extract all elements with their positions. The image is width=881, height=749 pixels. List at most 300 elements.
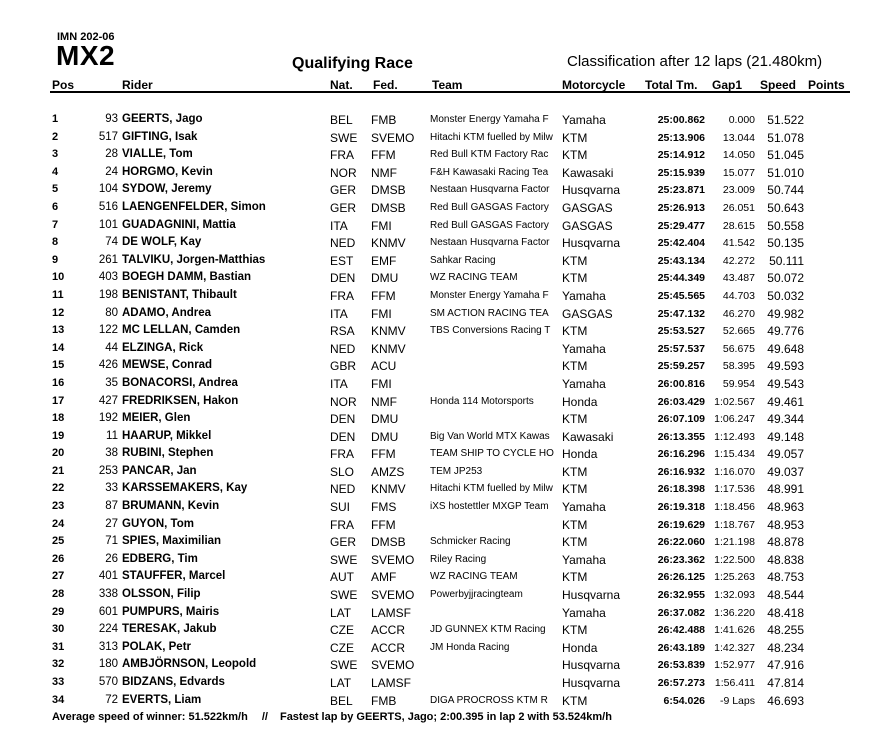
row-rider: BENISTANT, Thibault: [122, 288, 237, 301]
table-row: [50, 393, 850, 411]
row-total-time: 25:53.527: [657, 325, 705, 338]
table-row: [50, 692, 850, 710]
table-row: [50, 269, 850, 287]
row-number: 261: [98, 253, 118, 266]
table-header: [50, 77, 850, 93]
row-rider: SYDOW, Jeremy: [122, 183, 212, 196]
row-total-time: 26:53.839: [657, 659, 705, 672]
row-number: 87: [105, 500, 118, 513]
row-gap: 23.009: [722, 184, 755, 197]
row-team: Nestaan Husqvarna Factor: [430, 184, 550, 196]
row-rider: OLSSON, Filip: [122, 588, 201, 601]
row-fed: ACCR: [371, 640, 406, 655]
row-speed: 49.057: [767, 447, 804, 462]
table-row: [50, 305, 850, 323]
row-pos: 11: [52, 288, 64, 301]
row-total-time: 26:43.189: [657, 641, 705, 654]
row-rider: VIALLE, Tom: [122, 148, 193, 161]
row-number: 601: [98, 605, 118, 618]
row-number: 35: [105, 376, 118, 389]
row-number: 426: [98, 359, 118, 372]
row-gap: 1:12.493: [714, 430, 755, 443]
row-speed: 49.148: [767, 429, 804, 444]
row-number: 313: [98, 640, 118, 653]
row-pos: 26: [52, 552, 65, 565]
row-total-time: 26:13.355: [657, 430, 705, 443]
row-rider: EDBERG, Tim: [122, 552, 198, 565]
row-fed: LAMSF: [371, 605, 412, 620]
class-name: MX2: [56, 40, 116, 71]
row-nat: SUI: [330, 500, 351, 515]
row-total-time: 25:43.134: [657, 254, 705, 267]
row-nat: ITA: [330, 218, 348, 233]
row-fed: FMI: [371, 306, 392, 321]
row-rider: HAARUP, Mikkel: [122, 429, 212, 442]
table-row: [50, 199, 850, 217]
row-fed: KNMV: [371, 341, 406, 356]
row-speed: 47.814: [767, 676, 804, 690]
table-row: [50, 129, 850, 147]
row-fed: DMSB: [371, 200, 406, 215]
row-gap: 59.954: [722, 377, 755, 390]
row-nat: SWE: [330, 658, 358, 673]
header-points: Points: [808, 78, 845, 92]
header-speed: Speed: [760, 78, 797, 92]
row-team: TEM JP253: [430, 465, 483, 477]
row-motorcycle: Honda: [562, 394, 598, 409]
row-total-time: 26:32.955: [657, 589, 705, 602]
row-gap: 43.487: [722, 272, 755, 285]
row-nat: NED: [330, 236, 356, 251]
row-fed: SVEMO: [371, 658, 415, 673]
table-row: [50, 551, 850, 569]
row-gap: 52.665: [722, 325, 755, 338]
table-row: [50, 252, 850, 270]
row-total-time: 6:54.026: [663, 694, 705, 707]
row-speed: 48.963: [767, 500, 804, 515]
row-motorcycle: Honda: [562, 640, 598, 655]
row-rider: PANCAR, Jan: [122, 464, 197, 477]
row-motorcycle: KTM: [562, 464, 588, 479]
row-total-time: 26:57.273: [657, 677, 705, 689]
row-nat: LAT: [330, 676, 352, 690]
row-rider: RUBINI, Stephen: [122, 447, 214, 460]
row-fed: FMB: [371, 693, 397, 708]
row-nat: FRA: [330, 148, 354, 163]
row-gap: 46.270: [722, 307, 755, 320]
row-motorcycle: Husqvarna: [562, 183, 621, 198]
row-rider: POLAK, Petr: [122, 640, 192, 653]
row-motorcycle: Husqvarna: [562, 676, 621, 690]
row-team: iXS hostettler MXGP Team: [430, 501, 549, 513]
row-team: Schmicker Racing: [430, 536, 511, 548]
header-pos: Pos: [52, 78, 75, 92]
row-motorcycle: KTM: [562, 324, 588, 339]
row-gap: 1:52.977: [714, 659, 755, 672]
row-gap: 1:17.536: [714, 483, 755, 496]
row-total-time: 26:19.629: [657, 518, 705, 531]
row-speed: 48.991: [767, 482, 804, 497]
row-fed: EMF: [371, 253, 397, 268]
row-fed: FFM: [371, 288, 396, 303]
row-nat: BEL: [330, 113, 353, 127]
row-speed: 51.010: [767, 165, 804, 180]
row-speed: 49.648: [767, 341, 804, 356]
row-pos: 13: [52, 324, 65, 337]
row-total-time: 25:47.132: [657, 307, 705, 320]
row-nat: BEL: [330, 693, 353, 708]
row-team: Riley Racing: [430, 553, 487, 565]
row-pos: 34: [52, 693, 65, 706]
table-row: [50, 181, 850, 199]
footer: [52, 711, 612, 723]
row-speed: 48.838: [767, 552, 804, 567]
row-total-time: 25:42.404: [657, 237, 705, 250]
row-fed: FMI: [371, 218, 392, 233]
row-speed: 51.045: [767, 148, 804, 163]
row-number: 27: [105, 517, 118, 530]
row-fed: SVEMO: [371, 130, 415, 145]
row-speed: 49.982: [767, 306, 804, 321]
table-row: [50, 428, 850, 446]
row-fed: AMZS: [371, 464, 405, 479]
row-nat: DEN: [330, 271, 356, 286]
row-pos: 22: [52, 482, 65, 495]
row-team: TBS Conversions Racing T: [430, 325, 551, 337]
row-rider: EVERTS, Liam: [122, 693, 202, 706]
row-nat: CZE: [330, 640, 354, 655]
row-rider: BIDZANS, Edvards: [122, 676, 225, 688]
row-team: Powerbyjjracingteam: [430, 589, 523, 601]
row-nat: DEN: [330, 429, 356, 444]
row-nat: NOR: [330, 394, 357, 409]
table-row: [50, 656, 850, 674]
row-speed: 50.032: [767, 288, 804, 303]
row-pos: 1: [52, 113, 59, 125]
row-team: Hitachi KTM fuelled by Milw: [430, 483, 553, 495]
row-team: F&H Kawasaki Racing Tea: [430, 166, 549, 178]
row-pos: 27: [52, 570, 65, 583]
row-number: 427: [98, 394, 118, 407]
row-speed: 49.344: [767, 412, 804, 427]
row-rider: GUADAGNINI, Mattia: [122, 218, 236, 231]
header-team: Team: [432, 78, 463, 92]
row-rider: STAUFFER, Marcel: [122, 570, 226, 583]
row-total-time: 26:16.296: [657, 448, 705, 461]
row-rider: MC LELLAN, Camden: [122, 324, 241, 337]
row-gap: 1:41.626: [714, 624, 755, 637]
row-gap: 58.395: [722, 360, 755, 373]
row-speed: 51.522: [767, 113, 804, 127]
row-motorcycle: Husqvarna: [562, 658, 621, 673]
row-motorcycle: KTM: [562, 570, 588, 585]
row-number: 224: [98, 623, 118, 636]
row-gap: 1:42.327: [714, 641, 755, 654]
row-team: Big Van World MTX Kawas: [430, 430, 550, 442]
row-total-time: 26:37.082: [657, 606, 705, 619]
row-pos: 20: [52, 447, 65, 460]
row-motorcycle: Yamaha: [562, 288, 606, 303]
row-fed: FMB: [371, 113, 397, 127]
row-gap: 0.000: [728, 114, 755, 126]
row-rider: ELZINGA, Rick: [122, 341, 204, 354]
row-nat: DEN: [330, 412, 356, 427]
row-motorcycle: KTM: [562, 148, 588, 163]
row-speed: 50.558: [767, 218, 804, 233]
row-fed: DMU: [371, 429, 399, 444]
footer-fastest-lap: Fastest lap by GEERTS, Jago; 2:00.395 in lap 2 with 53.524km/h: [279, 711, 612, 723]
row-pos: 12: [52, 306, 65, 319]
header-gap: Gap1: [712, 78, 743, 92]
row-rider: LAENGENFELDER, Simon: [122, 200, 266, 213]
row-pos: 2: [52, 130, 59, 143]
row-gap: 26.051: [722, 201, 755, 214]
row-pos: 23: [52, 500, 65, 513]
row-total-time: 25:59.257: [657, 360, 705, 373]
row-number: 180: [98, 658, 118, 671]
row-rider: FREDRIKSEN, Hakon: [122, 394, 239, 407]
row-gap: 1:18.767: [714, 518, 755, 531]
classification-info: Classification after 12 laps (21.480km): [567, 53, 823, 70]
row-motorcycle: KTM: [562, 412, 588, 427]
row-pos: 18: [52, 412, 65, 425]
row-number: 101: [98, 218, 118, 231]
row-team: Red Bull KTM Factory Rac: [430, 149, 549, 161]
row-number: 104: [98, 183, 118, 196]
row-rider: BONACORSI, Andrea: [122, 376, 238, 389]
table-row: [50, 375, 850, 393]
row-fed: NMF: [371, 165, 397, 180]
table-row: [50, 164, 850, 182]
row-gap: 1:18.456: [714, 501, 755, 514]
row-motorcycle: GASGAS: [562, 200, 613, 215]
row-number: 192: [98, 412, 118, 425]
row-motorcycle: Yamaha: [562, 552, 606, 567]
row-nat: NOR: [330, 165, 357, 180]
row-pos: 3: [52, 148, 59, 161]
row-nat: SLO: [330, 464, 355, 479]
row-pos: 4: [52, 165, 59, 178]
row-total-time: 25:29.477: [657, 219, 705, 232]
row-speed: 50.072: [767, 271, 804, 286]
row-rider: GIFTING, Isak: [122, 130, 198, 143]
row-number: 26: [105, 552, 118, 565]
row-rider: SPIES, Maximilian: [122, 535, 222, 548]
row-total-time: 26:42.488: [657, 624, 705, 637]
row-nat: NED: [330, 482, 356, 497]
row-number: 80: [105, 306, 118, 319]
row-gap: 1:25.263: [714, 571, 755, 584]
row-number: 253: [98, 464, 118, 477]
row-speed: 49.037: [767, 464, 804, 479]
row-fed: DMSB: [371, 535, 406, 550]
row-motorcycle: Yamaha: [562, 341, 606, 356]
row-gap: 42.272: [722, 254, 755, 267]
row-nat: ITA: [330, 376, 348, 391]
row-motorcycle: Kawasaki: [562, 429, 614, 444]
row-nat: SWE: [330, 552, 358, 567]
row-team: TEAM SHIP TO CYCLE HO: [430, 448, 554, 460]
event-code: IMN 202-06: [57, 31, 115, 43]
row-number: 38: [105, 447, 118, 460]
table-row: [50, 498, 850, 516]
row-pos: 15: [52, 359, 65, 372]
row-number: 33: [105, 482, 118, 495]
row-total-time: 26:00.816: [657, 377, 705, 390]
row-motorcycle: KTM: [562, 535, 588, 550]
row-speed: 48.418: [767, 605, 804, 620]
row-motorcycle: Husqvarna: [562, 588, 621, 603]
row-pos: 29: [52, 605, 65, 618]
row-motorcycle: KTM: [562, 517, 588, 532]
row-team: Monster Energy Yamaha F: [430, 114, 549, 125]
row-pos: 33: [52, 676, 65, 688]
row-gap: 14.050: [722, 149, 755, 162]
row-rider: BRUMANN, Kevin: [122, 500, 220, 513]
row-pos: 25: [52, 535, 65, 548]
table-row: [50, 146, 850, 164]
row-motorcycle: GASGAS: [562, 218, 613, 233]
row-pos: 10: [52, 271, 65, 284]
row-speed: 50.744: [767, 183, 804, 198]
row-pos: 21: [52, 464, 65, 477]
row-rider: GEERTS, Jago: [122, 113, 203, 125]
row-fed: SVEMO: [371, 552, 415, 567]
row-nat: RSA: [330, 324, 355, 339]
table-row: [50, 586, 850, 604]
row-nat: FRA: [330, 447, 354, 462]
row-gap: 15.077: [722, 166, 755, 179]
row-team: Sahkar Racing: [430, 254, 496, 266]
row-nat: SWE: [330, 130, 358, 145]
row-gap: 1:21.198: [714, 536, 755, 549]
row-total-time: 25:26.913: [657, 201, 705, 214]
row-team: Monster Energy Yamaha F: [430, 289, 549, 301]
row-rider: AMBJÖRNSON, Leopold: [122, 658, 257, 671]
row-fed: LAMSF: [371, 676, 412, 690]
row-team: JD GUNNEX KTM Racing: [430, 624, 546, 636]
row-rider: ADAMO, Andrea: [122, 306, 212, 319]
row-team: Red Bull GASGAS Factory: [430, 219, 549, 231]
row-speed: 49.461: [767, 394, 804, 409]
row-fed: ACCR: [371, 623, 406, 638]
row-fed: FFM: [371, 148, 396, 163]
row-gap: 1:16.070: [714, 465, 755, 478]
row-fed: DMSB: [371, 183, 406, 198]
row-gap: 1:56.411: [714, 677, 755, 689]
row-gap: 44.703: [722, 289, 755, 302]
row-total-time: 25:23.871: [657, 184, 705, 197]
row-nat: GBR: [330, 359, 357, 374]
table-row: [50, 568, 850, 586]
row-motorcycle: Yamaha: [562, 605, 606, 620]
row-nat: SWE: [330, 588, 358, 603]
table-row: [50, 111, 850, 129]
row-total-time: 25:15.939: [657, 166, 705, 179]
row-motorcycle: KTM: [562, 271, 588, 286]
table-row: [50, 217, 850, 235]
row-fed: ACU: [371, 359, 397, 374]
header-nat: Nat.: [330, 78, 353, 92]
row-number: 72: [105, 693, 118, 706]
row-speed: 49.776: [767, 324, 804, 339]
row-number: 338: [98, 588, 118, 601]
row-speed: 48.255: [767, 623, 804, 638]
row-rider: BOEGH DAMM, Bastian: [122, 271, 252, 284]
row-number: 74: [105, 236, 118, 249]
table-row: [50, 322, 850, 340]
table-row: [50, 410, 850, 428]
row-total-time: 25:13.906: [657, 131, 705, 144]
row-number: 403: [98, 271, 118, 284]
row-nat: FRA: [330, 517, 354, 532]
row-speed: 48.878: [767, 535, 804, 550]
row-number: 44: [105, 341, 118, 354]
row-total-time: 25:44.349: [657, 272, 705, 285]
row-team: Red Bull GASGAS Factory: [430, 201, 549, 213]
row-motorcycle: Husqvarna: [562, 236, 621, 251]
row-number: 93: [105, 113, 118, 125]
table-row: [50, 463, 850, 481]
row-speed: 49.543: [767, 376, 804, 391]
row-pos: 6: [52, 200, 59, 213]
row-gap: 1:02.567: [714, 395, 755, 408]
row-speed: 47.916: [767, 658, 804, 673]
table-row: [50, 516, 850, 534]
row-fed: SVEMO: [371, 588, 415, 603]
row-number: 71: [105, 535, 118, 548]
row-gap: 1:36.220: [714, 606, 755, 619]
row-fed: KNMV: [371, 482, 406, 497]
row-fed: KNMV: [371, 324, 406, 339]
row-rider: KARSSEMAKERS, Kay: [122, 482, 248, 495]
row-nat: FRA: [330, 288, 354, 303]
row-total-time: 26:22.060: [657, 536, 705, 549]
row-speed: 48.544: [767, 588, 804, 603]
row-speed: 48.234: [767, 640, 804, 655]
row-gap: 1:15.434: [714, 448, 755, 461]
row-total-time: 25:57.537: [657, 342, 705, 355]
row-team: DIGA PROCROSS KTM R: [430, 694, 548, 706]
row-fed: KNMV: [371, 236, 406, 251]
row-motorcycle: KTM: [562, 693, 588, 708]
row-total-time: 26:18.398: [657, 483, 705, 496]
row-fed: FFM: [371, 517, 396, 532]
row-total-time: 26:16.932: [657, 465, 705, 478]
row-number: 24: [105, 165, 118, 178]
row-speed: 48.753: [767, 570, 804, 585]
row-total-time: 26:19.318: [657, 501, 705, 514]
row-gap: 1:06.247: [714, 413, 755, 426]
table-row: [50, 287, 850, 305]
table-row: [50, 674, 850, 692]
table-row: [50, 480, 850, 498]
row-gap: 56.675: [722, 342, 755, 355]
row-nat: GER: [330, 200, 357, 215]
row-gap: 41.542: [722, 237, 755, 250]
row-motorcycle: GASGAS: [562, 306, 613, 321]
row-fed: NMF: [371, 394, 397, 409]
row-motorcycle: KTM: [562, 130, 588, 145]
row-pos: 7: [52, 218, 59, 231]
row-rider: HORGMO, Kevin: [122, 165, 213, 178]
row-nat: LAT: [330, 605, 352, 620]
row-total-time: 26:23.362: [657, 553, 705, 566]
row-motorcycle: KTM: [562, 623, 588, 638]
row-pos: 17: [52, 394, 65, 407]
row-motorcycle: Honda: [562, 447, 598, 462]
row-number: 122: [98, 324, 118, 337]
